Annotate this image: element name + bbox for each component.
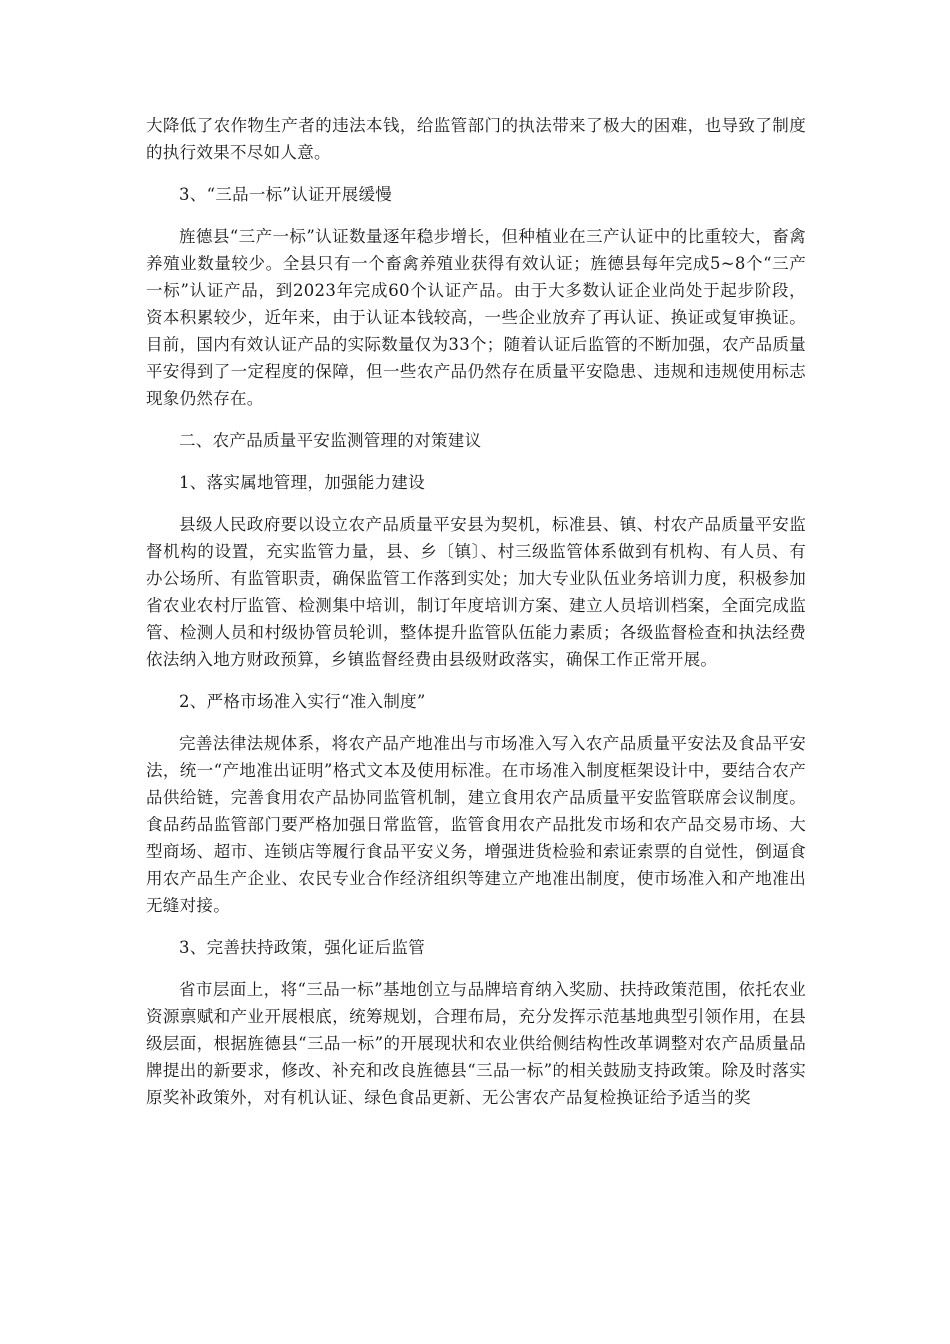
- paragraph-intro: 大降低了农作物生产者的违法本钱，给监管部门的执法带来了极大的困难，也导致了制度的执行效果不尽如人意。: [146, 116, 806, 162]
- paragraph-market-access: 完善法律法规体系，将农产品产地准出与市场准入写入农产品质量平安法及食品平安法，统一“产地准出证明”格式文本及使用标准。在市场准入制度框架设计中，要结合农产品供给链，完善食用农产品协同监管机制，建立食用农产品质量平安监管联席会议制度。食品药品监管部门要严格加强日常监管，监管食用农产品批发市场和农产品交易市场、大型商场、超市、连锁店等履行食品平安义务，增强进货检验和索证索票的自觉性，倒逼食用农产品生产企业、农民专业合作经济组织等建立产地准出制度，使市场准入和产地准出无缝对接。: [146, 734, 806, 915]
- section-heading-support-policy: 3、完善扶持政策，强化证后监管: [179, 938, 425, 957]
- paragraph-certification: 旌德县“三产一标”认证数量逐年稳步增长，但种植业在三产认证中的比重较大，畜禽养殖业数量较少。全县只有一个畜禽养殖业获得有效认证；旌德县每年完成5~8个“三产一标”认证产品，到2023年完成60个认证产品。由于大多数认证企业尚处于起步阶段，资本积累较少，近年来，由于认证本钱较高，一些企业放弃了再认证、换证或复审换证。目前，国内有效认证产品的实际数量仅为33个；随着认证后监管的不断加强，农产品质量平安得到了一定程度的保障，但一些农产品仍然存在质量平安隐患、违规和违规使用标志现象仍然存在。: [146, 227, 806, 408]
- paragraph-local-management: 县级人民政府要以设立农产品质量平安县为契机，标准县、镇、村农产品质量平安监督机构的设置，充实监管力量，县、乡〔镇〕、村三级监管体系做到有机构、有人员、有办公场所、有监管职责，确保监管工作落到实处；加大专业队伍业务培训力度，积极参加省农业农村厅监管、检测集中培训，制订年度培训方案、建立人员培训档案，全面完成监管、检测人员和村级协管员轮训，整体提升监管队伍能力素质；各级监督检查和执法经费依法纳入地方财政预算，乡镇监督经费由县级财政落实，确保工作正常开展。: [146, 515, 806, 669]
- chapter-heading-recommendations: 二、农产品质量平安监测管理的对策建议: [179, 431, 482, 450]
- document-body: [146, 112, 806, 1126]
- section-heading-certification: 3、“三品一标”认证开展缓慢: [179, 185, 393, 204]
- section-heading-local-management: 1、落实属地管理，加强能力建设: [179, 473, 425, 492]
- section-heading-market-access: 2、严格市场准入实行“准入制度”: [179, 692, 426, 711]
- paragraph-support-policy: 省市层面上，将“三品一标”基地创立与品牌培育纳入奖励、扶持政策范围，依托农业资源禀赋和产业开展根底，统筹规划，合理布局，充分发挥示范基地典型引领作用，在县级层面，根据旌德县“三品一标”的开展现状和农业供给侧结构性改革调整对农产品质量品牌提出的新要求，修改、补充和改良旌德县“三品一标”的相关鼓励支持政策。除及时落实原奖补政策外，对有机认证、绿色食品更新、无公害农产品复检换证给予适当的奖: [146, 980, 806, 1107]
